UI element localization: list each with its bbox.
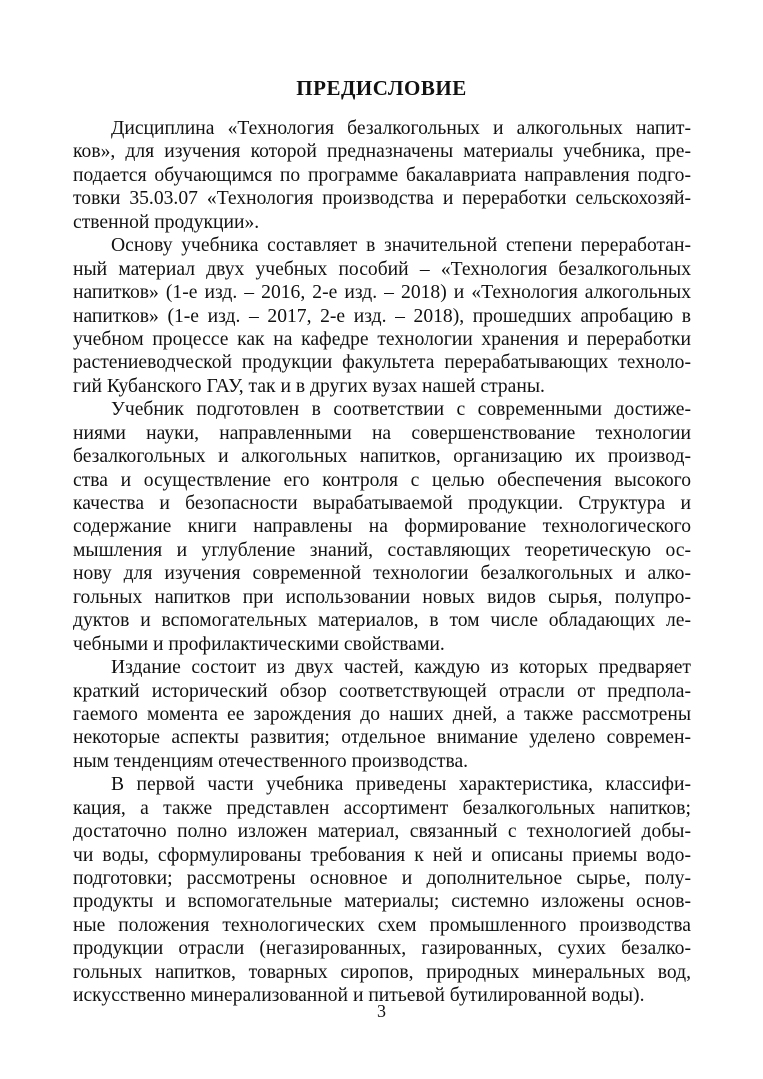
text-line: напитков» (1-е изд. – 2017, 2-е изд. – 2018), прошедших апробацию в [73, 305, 691, 327]
text-line: краткий исторический обзор соответствующей отрасли от предпола- [73, 680, 691, 702]
text-line: подготовки; рассмотрены основное и дополнительное сырье, полу- [73, 868, 691, 889]
text-line: продукции отрасли (негазированных, газированных, сухих безалко- [73, 938, 691, 960]
text-line: ным тенденциям отечественного производства. [73, 750, 469, 772]
text-line: ства и осуществление его контроля с целью обеспечения высокого [73, 469, 691, 491]
text-line: ные положения технологических схем промышленного производства [73, 914, 691, 936]
preface-body [73, 117, 691, 1008]
text-line: учебном процессе как на кафедре технологии хранения и переработки [73, 328, 691, 350]
text-line: дуктов и вспомогательных материалов, в том числе обладающих ле- [73, 610, 691, 632]
text-line: кация, а также представлен ассортимент безалкогольных напитков; [73, 797, 691, 819]
text-line: товки 35.03.07 «Технология производства и переработки сельскохозяй- [73, 188, 691, 210]
text-line: качества и безопасности вырабатываемой продукции. Структура и [73, 493, 691, 514]
text-line: Дисциплина «Технология безалкогольных и алкогольных напит- [111, 118, 691, 139]
text-line: растениеводческой продукции факультета перерабатывающих техноло- [73, 352, 691, 374]
text-line: некоторые аспекты развития; отдельное внимание уделено современ- [73, 727, 691, 749]
text-line: безалкогольных и алкогольных напитков, организацию их производ- [73, 446, 691, 468]
text-line: ственной продукции». [73, 211, 260, 233]
paragraph [73, 773, 691, 1007]
text-line: Основу учебника составляет в значительной степени переработан- [111, 235, 691, 257]
page-number: 3 [377, 1001, 386, 1021]
paragraph [73, 656, 691, 773]
text-line: гольных напитков, товарных сиропов, природных минеральных вод, [73, 961, 691, 983]
text-line: подается обучающимся по программе бакалавриата направления подго- [73, 164, 691, 186]
paragraph [73, 398, 691, 656]
text-line: продукты и вспомогательные материалы; системно изложены основ- [73, 891, 691, 913]
page-title: ПРЕДИСЛОВИЕ [296, 76, 467, 100]
text-line: чебными и профилактическими свойствами. [73, 633, 445, 655]
text-line: ный материал двух учебных пособий – «Технология безалкогольных [73, 258, 691, 280]
text-line: гаемого момента ее зарождения до наших дней, а также рассмотрены [73, 703, 691, 725]
text-line: нову для изучения современной технологии безалкогольных и алко- [73, 563, 691, 585]
text-line: мышления и углубление знаний, составляющих теоретическую ос- [73, 539, 691, 561]
text-line: содержание книги направлены на формирование технологического [73, 516, 691, 538]
paragraph [73, 117, 691, 234]
text-line: чи воды, сформулированы требования к ней и описаны приемы водо- [73, 844, 691, 866]
text-line: Издание состоит из двух частей, каждую из которых предваряет [111, 657, 691, 679]
text-line: ков», для изучения которой предназначены материалы учебника, пре- [73, 141, 691, 163]
text-line: искусственно минерализованной и питьевой бутилированной воды). [73, 985, 645, 1007]
text-line: В первой части учебника приведены характеристика, классифи- [111, 774, 691, 796]
text-line: гий Кубанского ГАУ, так и в других вузах нашей страны. [73, 375, 545, 397]
text-line: гольных напитков при использовании новых видов сырья, полупро- [73, 586, 691, 608]
text-line: напитков» (1-е изд. – 2016, 2-е изд. – 2018) и «Технология алкогольных [73, 282, 691, 304]
text-line: Учебник подготовлен в соответствии с современными достиже- [111, 399, 691, 421]
paragraph [73, 234, 691, 398]
text-line: ниями науки, направленными на совершенствование технологии [73, 422, 691, 444]
text-line: достаточно полно изложен материал, связанный с технологией добы- [73, 821, 691, 843]
